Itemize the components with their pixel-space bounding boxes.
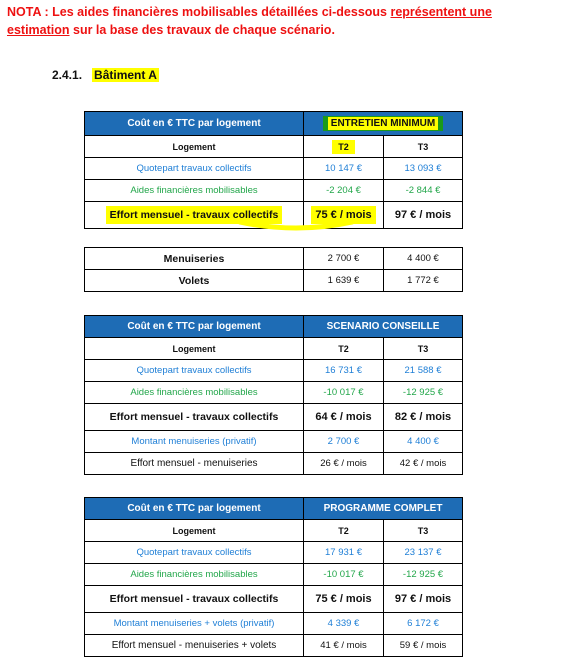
table-row: [85, 542, 463, 564]
subheader-logement: Logement: [85, 338, 304, 360]
table-row: [85, 453, 463, 475]
row-label: Effort mensuel - travaux collectifs: [85, 586, 304, 613]
table-row: [85, 248, 463, 270]
table-subheader-row: [85, 338, 463, 360]
row-t2: 41 € / mois: [304, 635, 384, 657]
subheader-t2: T2: [304, 338, 384, 360]
row-t3: 42 € / mois: [384, 453, 463, 475]
row-label: Effort mensuel - travaux collectifs: [85, 404, 304, 431]
subheader-t2: [304, 136, 384, 158]
row-label: Quotepart travaux collectifs: [85, 360, 304, 382]
row-t2: -2 204 €: [304, 180, 384, 202]
table-subheader-row: [85, 520, 463, 542]
row-t3: 4 400 €: [384, 431, 463, 453]
row-label: Effort mensuel - menuiseries: [85, 453, 304, 475]
highlight-swoosh: [236, 218, 356, 232]
subheader-t2-label: T2: [332, 140, 355, 154]
table-row: [85, 431, 463, 453]
table-entretien-minimum: [84, 111, 463, 229]
row-label: Quotepart travaux collectifs: [85, 158, 304, 180]
row-t3: -2 844 €: [384, 180, 463, 202]
row-t2: -10 017 €: [304, 382, 384, 404]
table-header-row: [85, 112, 463, 136]
nota-paragraph: [7, 3, 557, 39]
row-t3: -12 925 €: [384, 382, 463, 404]
section-title: Bâtiment A: [94, 68, 157, 82]
table-menuiseries-volets: [84, 247, 463, 292]
table-row: [85, 382, 463, 404]
section-number: 2.4.1.: [52, 68, 83, 82]
header-cost-label: Coût en € TTC par logement: [85, 112, 304, 136]
row-label: Menuiseries: [85, 248, 304, 270]
row-t2: 1 639 €: [304, 270, 384, 292]
row-t2: 64 € / mois: [304, 404, 384, 431]
subheader-logement: Logement: [85, 520, 304, 542]
row-t3: 97 € / mois: [384, 202, 463, 229]
header-cost-label: Coût en € TTC par logement: [85, 498, 304, 520]
section-heading: [52, 68, 159, 82]
table-row: [85, 404, 463, 431]
row-t2: 17 931 €: [304, 542, 384, 564]
subheader-t3: T3: [384, 338, 463, 360]
row-t2-text: 75 € / mois: [311, 206, 375, 224]
header-scenario-label: PROGRAMME COMPLET: [304, 498, 463, 520]
row-label-text: Effort mensuel - travaux collectifs: [106, 206, 283, 224]
row-label: Aides financières mobilisables: [85, 180, 304, 202]
header-cost-label: Coût en € TTC par logement: [85, 316, 304, 338]
subheader-logement: Logement: [85, 136, 304, 158]
row-label: Effort mensuel - menuiseries + volets: [85, 635, 304, 657]
table-row: [85, 180, 463, 202]
table-scenario-conseille: [84, 315, 463, 475]
row-t2: 16 731 €: [304, 360, 384, 382]
row-t3: 6 172 €: [384, 613, 463, 635]
row-t3: 97 € / mois: [384, 586, 463, 613]
nota-underlined: représentent une estimation: [7, 5, 492, 37]
row-t3: 21 588 €: [384, 360, 463, 382]
row-t3: 59 € / mois: [384, 635, 463, 657]
nota-prefix: NOTA : Les aides financières mobilisables détaillées ci-dessous: [7, 5, 391, 19]
row-label: Montant menuiseries + volets (privatif): [85, 613, 304, 635]
row-t2: 10 147 €: [304, 158, 384, 180]
row-t2: 2 700 €: [304, 431, 384, 453]
row-t3: 1 772 €: [384, 270, 463, 292]
table-row: [85, 564, 463, 586]
header-scenario: [304, 112, 463, 136]
row-t2: 75 € / mois: [304, 586, 384, 613]
table-subheader-row: [85, 136, 463, 158]
subheader-t3: T3: [384, 136, 463, 158]
row-label: Aides financières mobilisables: [85, 564, 304, 586]
row-t3: -12 925 €: [384, 564, 463, 586]
table-row: [85, 360, 463, 382]
row-t2: 4 339 €: [304, 613, 384, 635]
row-t3: 23 137 €: [384, 542, 463, 564]
row-label: Quotepart travaux collectifs: [85, 542, 304, 564]
row-t2: 2 700 €: [304, 248, 384, 270]
row-t3: 4 400 €: [384, 248, 463, 270]
row-t3: 82 € / mois: [384, 404, 463, 431]
row-t2: 26 € / mois: [304, 453, 384, 475]
subheader-t2: T2: [304, 520, 384, 542]
subheader-t3: T3: [384, 520, 463, 542]
table-header-row: [85, 498, 463, 520]
table-row: [85, 586, 463, 613]
row-label: Montant menuiseries (privatif): [85, 431, 304, 453]
nota-suffix: sur la base des travaux de chaque scénario.: [69, 23, 335, 37]
row-label: Volets: [85, 270, 304, 292]
table-row: [85, 613, 463, 635]
table-header-row: [85, 316, 463, 338]
table-programme-complet: [84, 497, 463, 657]
table-row: [85, 270, 463, 292]
table-row: [85, 158, 463, 180]
table-row: [85, 635, 463, 657]
header-scenario-label: SCENARIO CONSEILLE: [304, 316, 463, 338]
row-t2: -10 017 €: [304, 564, 384, 586]
header-scenario-label: ENTRETIEN MINIMUM: [328, 117, 438, 130]
row-t3: 13 093 €: [384, 158, 463, 180]
row-label: Aides financières mobilisables: [85, 382, 304, 404]
